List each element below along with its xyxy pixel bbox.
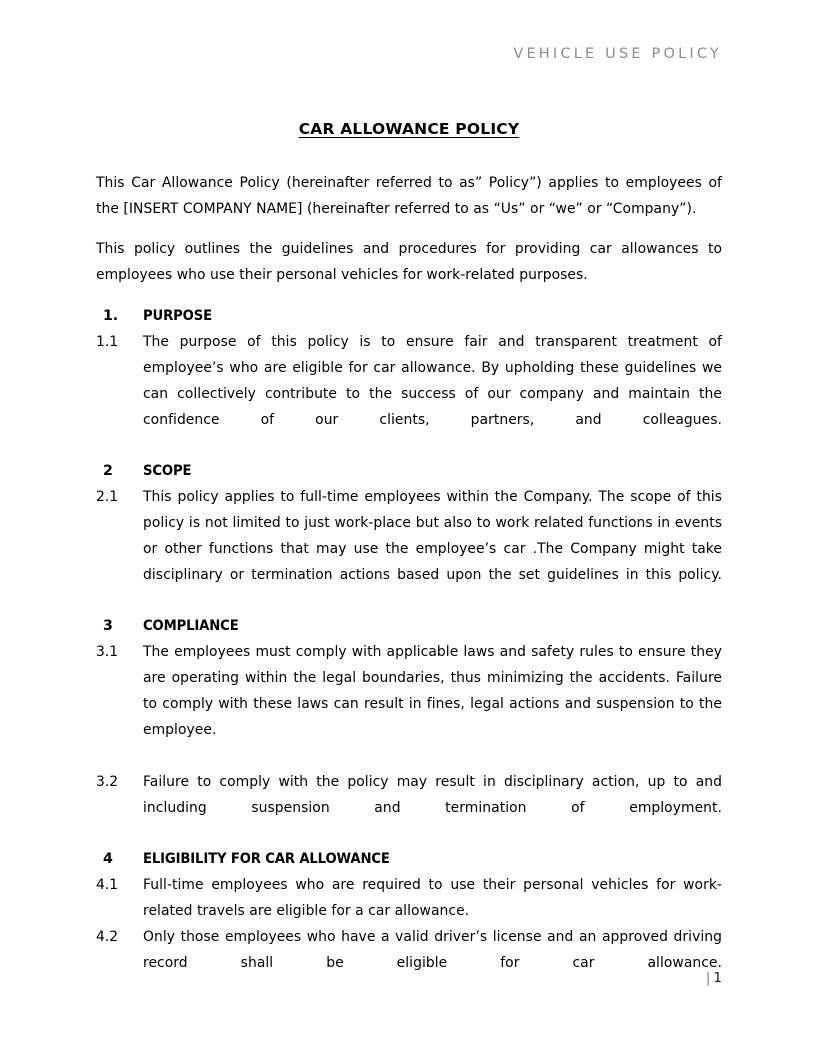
section-heading-2 bbox=[96, 459, 722, 484]
clause-3-2 bbox=[96, 769, 722, 847]
section-title-1: PURPOSE bbox=[143, 308, 212, 324]
clause-2-1 bbox=[96, 484, 722, 614]
clause-number-2-1: 2.1 bbox=[96, 489, 119, 505]
clause-text-3-2: Failure to comply with the policy may result in disciplinary action, up to and including suspension and termination of employment. bbox=[143, 774, 722, 816]
page-number: 1 bbox=[713, 970, 722, 986]
section-number-2: 2 bbox=[103, 463, 113, 479]
page-title: CAR ALLOWANCE POLICY bbox=[298, 120, 520, 138]
clause-text-3-1: The employees must comply with applicable laws and safety rules to ensure they are operating within the legal boundaries, thus minimizing the accidents. Failure to comply with these laws can result in fines, legal actions and suspension to the employee. bbox=[143, 644, 722, 738]
section-heading-4 bbox=[96, 847, 722, 872]
intro-paragraph-2: This policy outlines the guidelines and procedures for providing car allowances to employees who use their personal vehicles for work-related purposes. bbox=[96, 241, 722, 283]
clause-1-1 bbox=[96, 329, 722, 459]
section-number-3: 3 bbox=[103, 618, 113, 634]
intro-paragraph-1: This Car Allowance Policy (hereinafter referred to as” Policy”) applies to employees of the [INSERT COMPANY NAME] (hereinafter referred to as “Us” or “we” or “Company”). bbox=[96, 175, 722, 217]
clause-number-1-1: 1.1 bbox=[96, 334, 119, 350]
document-body bbox=[96, 118, 722, 1002]
section-number-1: 1. bbox=[103, 308, 118, 324]
clause-text-1-1: The purpose of this policy is to ensure fair and transparent treatment of employee’s who are eligible for car allowance. By upholding these guidelines we can collectively contribute to the success of our company and maintain the confidence of our clients, partners, and colleagues. bbox=[143, 334, 722, 428]
clause-text-4-2: Only those employees who have a valid driver’s license and an approved driving record shall be eligible for car allowance. bbox=[143, 929, 722, 971]
footer-separator: | bbox=[705, 970, 711, 986]
section-number-4: 4 bbox=[103, 851, 113, 867]
section-heading-1 bbox=[96, 304, 722, 329]
section-title-3: COMPLIANCE bbox=[143, 618, 239, 634]
section-heading-3 bbox=[96, 614, 722, 639]
clause-4-1 bbox=[96, 872, 722, 924]
clause-text-4-1: Full-time employees who are required to use their personal vehicles for work-related travels are eligible for a car allowance. bbox=[143, 877, 722, 919]
page-footer bbox=[96, 968, 722, 988]
clause-3-1 bbox=[96, 639, 722, 769]
clause-number-3-1: 3.1 bbox=[96, 644, 119, 660]
clause-number-4-1: 4.1 bbox=[96, 877, 119, 893]
clause-4-2 bbox=[96, 924, 722, 1002]
section-title-2: SCOPE bbox=[143, 463, 192, 479]
clause-number-4-2: 4.2 bbox=[96, 929, 119, 945]
clause-number-3-2: 3.2 bbox=[96, 774, 119, 790]
clause-text-2-1: This policy applies to full-time employees within the Company. The scope of this policy is not limited to just work-place but also to work related functions in events or other functions that may use the employee’s car .The Company might take disciplinary or termination actions based upon the set guidelines in this policy. bbox=[143, 489, 722, 583]
running-header: VEHICLE USE POLICY bbox=[513, 46, 722, 62]
section-title-4: ELIGIBILITY FOR CAR ALLOWANCE bbox=[143, 851, 390, 867]
